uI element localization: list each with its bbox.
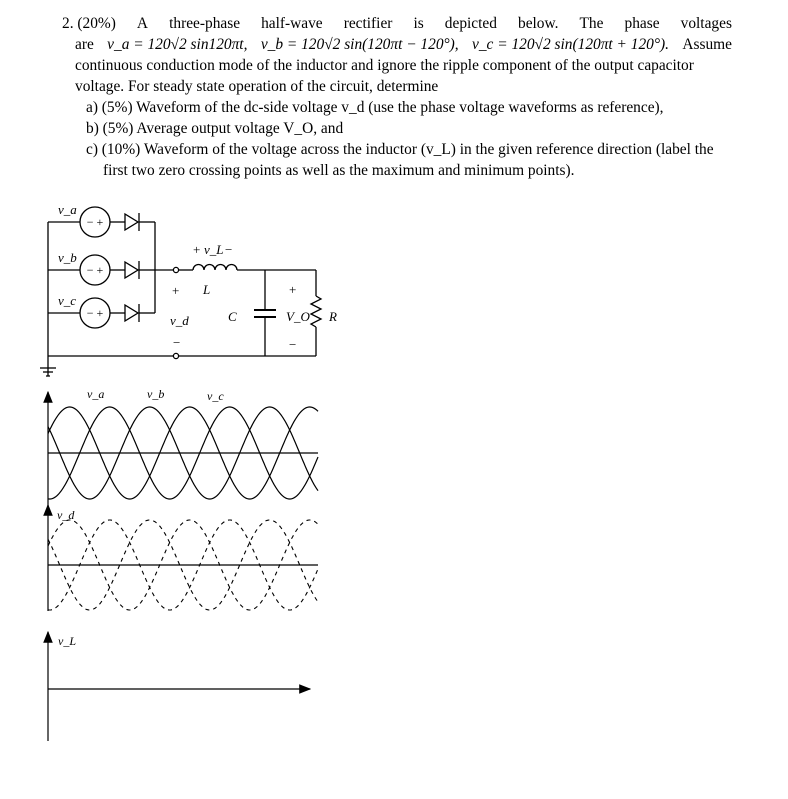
- label-Vo-plus: +: [289, 282, 297, 297]
- part-c-line-2: first two zero crossing points as well as the maximum and minimum points).: [103, 162, 575, 179]
- label-vL-plus: +: [193, 242, 201, 257]
- problem-line-2: are v_a = 120√2 sin120πt, v_b = 120√2 sin(120πt − 120°), v_c = 120√2 sin(120πt + 120°). Assume: [75, 36, 732, 53]
- problem-line-1: 2. (20%) A three-phase half-wave rectifier is depicted below. The phase voltages: [62, 15, 732, 32]
- part-b: b) (5%) Average output voltage V_O, and: [86, 120, 344, 137]
- node-vd-minus: [173, 353, 178, 358]
- problem-line-3: continuous conduction mode of the inductor and ignore the ripple component of the output capacitor: [75, 57, 694, 74]
- label-R: R: [329, 309, 337, 324]
- label-vd-minus: −: [173, 335, 181, 350]
- node-vd-plus: [173, 267, 178, 272]
- diode-c-icon: [125, 304, 139, 322]
- label-vb: v_b: [58, 250, 77, 265]
- plot1-label-vb: v_b: [147, 387, 165, 401]
- resistor-icon: [311, 296, 321, 327]
- label-C: C: [228, 309, 237, 324]
- plot3-axis-label: v_L: [58, 634, 76, 648]
- polarity-c: − +: [86, 306, 104, 320]
- label-vL-minus: −: [225, 242, 233, 257]
- polarity-a: − +: [86, 215, 104, 229]
- phase-voltage-plot: [48, 387, 318, 509]
- part-c-line-1: c) (10%) Waveform of the voltage across the inductor (v_L) in the given reference direction (label the: [86, 141, 714, 158]
- label-va: v_a: [58, 202, 77, 217]
- circuit-labels: [58, 202, 337, 352]
- label-vc: v_c: [58, 293, 77, 308]
- rectifier-circuit: [40, 207, 321, 376]
- problem-line-4: voltage. For steady state operation of the circuit, determine: [75, 78, 439, 95]
- diode-b-icon: [125, 261, 139, 279]
- polarity-b: − +: [86, 263, 104, 277]
- equation-vb: v_b = 120√2 sin(120πt − 120°),: [260, 36, 459, 53]
- plot1-label-va: v_a: [87, 387, 105, 401]
- label-vL: v_L: [204, 242, 224, 257]
- label-vd-plus: +: [172, 283, 180, 298]
- diode-a-icon: [125, 213, 139, 231]
- plot2-axis-label: v_d: [57, 508, 75, 522]
- plot1-label-vc: v_c: [207, 389, 224, 403]
- vd-plot: [48, 505, 318, 611]
- label-L: L: [203, 282, 211, 297]
- part-a: a) (5%) Waveform of the dc-side voltage v_d (use the phase voltage waveforms as reference),: [86, 99, 664, 116]
- label-Vo: V_O: [286, 309, 310, 324]
- vL-plot: [48, 632, 310, 741]
- problem-number: 2. (20%): [62, 15, 116, 32]
- label-vd: v_d: [170, 313, 189, 328]
- inductor-icon: [193, 265, 237, 271]
- label-Vo-minus: −: [289, 337, 297, 352]
- equation-vc: v_c = 120√2 sin(120πt + 120°).: [472, 36, 669, 53]
- equation-va: v_a = 120√2 sin120πt,: [107, 36, 248, 53]
